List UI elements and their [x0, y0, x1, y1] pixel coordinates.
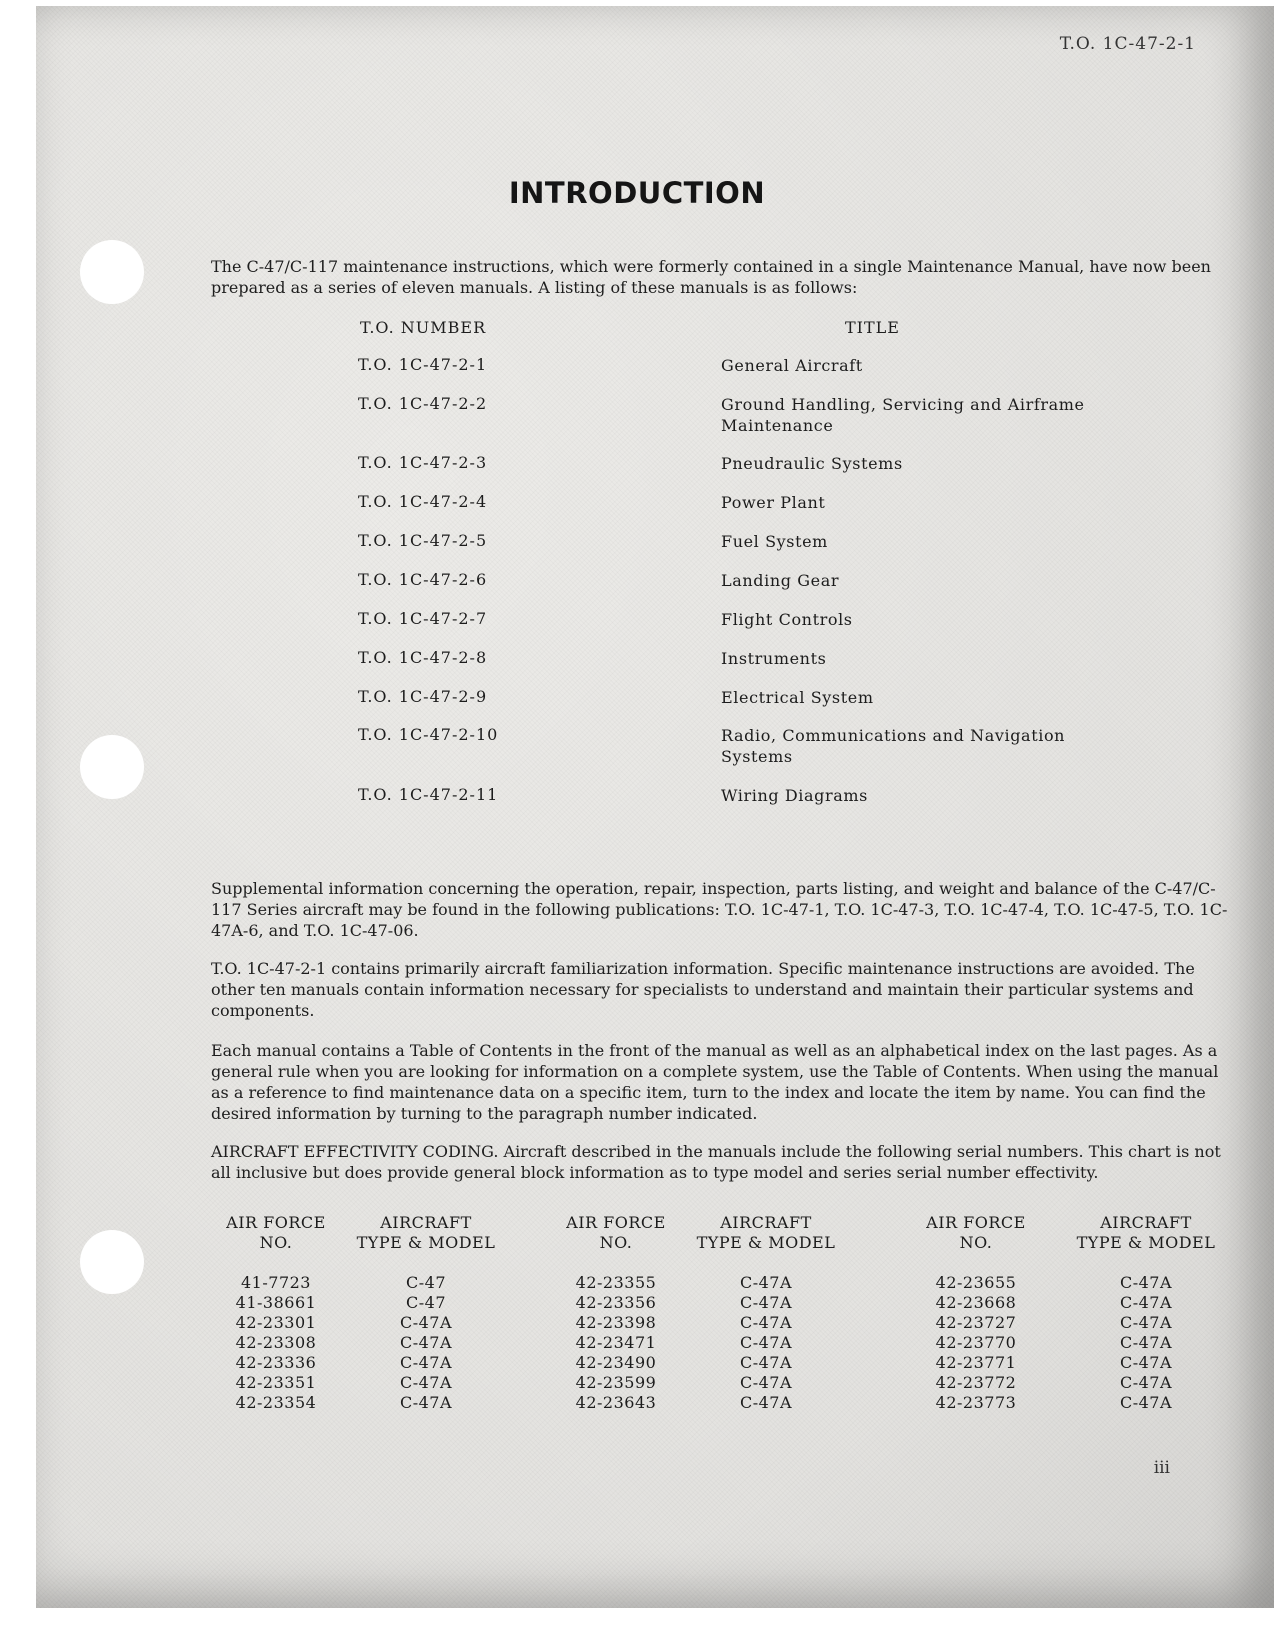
manual-row — [0, 492, 1274, 532]
manual-title: Power Plant — [721, 493, 826, 512]
type-model: C-47A — [739, 1393, 793, 1412]
manual-title: Radio, Communications and Navigation Systems — [721, 726, 1066, 766]
type-model: C-47A — [399, 1353, 453, 1372]
manual-number: T.O. 1C-47-2-10 — [358, 725, 499, 744]
type-model: C-47A — [399, 1313, 453, 1332]
manual-title: Wiring Diagrams — [721, 786, 868, 805]
type-model-column — [1071, 1213, 1221, 1413]
manual-title: Instruments — [721, 649, 827, 668]
type-model: C-47A — [1119, 1313, 1173, 1332]
familiarization-paragraph: T.O. 1C-47-2-1 contains primarily aircraft familiarization information. Specific maintenance instructions are avoided. The other ten manuals contain information necessary for specialists to understand and maintain their particular systems and components. — [211, 959, 1195, 1020]
af-number: 42-23727 — [935, 1313, 1017, 1332]
af-number: 42-23308 — [235, 1333, 317, 1352]
manual-number: T.O. 1C-47-2-4 — [358, 492, 488, 511]
manual-row — [0, 531, 1274, 571]
af-number-column — [541, 1213, 691, 1413]
type-model: C-47A — [739, 1273, 793, 1292]
manual-row — [0, 725, 1274, 765]
column-header: AIR FORCE NO. — [926, 1213, 1026, 1252]
type-model: C-47A — [739, 1333, 793, 1352]
to-number-header: T.O. 1C-47-2-1 — [1059, 34, 1196, 54]
column-header: AIRCRAFT TYPE & MODEL — [1076, 1213, 1216, 1252]
type-model: C-47A — [1119, 1353, 1173, 1372]
af-number: 42-23772 — [935, 1373, 1017, 1392]
title-column-header: TITLE — [845, 318, 900, 337]
af-number: 41-7723 — [241, 1273, 311, 1292]
manual-row — [0, 355, 1274, 395]
manual-number: T.O. 1C-47-2-6 — [358, 570, 488, 589]
type-model: C-47A — [1119, 1393, 1173, 1412]
to-number-column-header: T.O. NUMBER — [360, 318, 487, 337]
binder-hole-bottom — [80, 1230, 144, 1294]
type-model: C-47A — [739, 1373, 793, 1392]
manual-number: T.O. 1C-47-2-7 — [358, 609, 488, 628]
manual-title: Ground Handling, Servicing and Airframe Maintenance — [721, 395, 1085, 435]
type-model: C-47A — [399, 1373, 453, 1392]
column-header: AIRCRAFT TYPE & MODEL — [356, 1213, 496, 1252]
type-model: C-47A — [739, 1353, 793, 1372]
manual-row — [0, 609, 1274, 649]
af-number: 42-23351 — [235, 1373, 317, 1392]
manual-number: T.O. 1C-47-2-3 — [358, 453, 488, 472]
af-number: 42-23356 — [575, 1293, 657, 1312]
af-number: 42-23301 — [235, 1313, 317, 1332]
manual-row — [0, 570, 1274, 610]
manual-number: T.O. 1C-47-2-8 — [358, 648, 488, 667]
type-model: C-47A — [1119, 1293, 1173, 1312]
manual-row — [0, 648, 1274, 688]
type-model-column — [351, 1213, 501, 1413]
type-model: C-47A — [1119, 1333, 1173, 1352]
manual-title: Pneudraulic Systems — [721, 454, 903, 473]
manual-title: Electrical System — [721, 688, 874, 707]
manual-row — [0, 453, 1274, 493]
manual-row — [0, 785, 1274, 825]
manual-title: Flight Controls — [721, 610, 853, 629]
manual-number: T.O. 1C-47-2-2 — [358, 394, 488, 413]
binder-hole-top — [80, 240, 144, 304]
af-number: 42-23336 — [235, 1353, 317, 1372]
column-header: AIR FORCE NO. — [566, 1213, 666, 1252]
manual-number: T.O. 1C-47-2-1 — [358, 355, 488, 374]
manual-title: General Aircraft — [721, 356, 863, 375]
af-number: 42-23490 — [575, 1353, 657, 1372]
type-model: C-47A — [399, 1393, 453, 1412]
manual-number: T.O. 1C-47-2-5 — [358, 531, 488, 550]
manual-row — [0, 687, 1274, 727]
manual-title: Landing Gear — [721, 571, 840, 590]
af-number-column — [901, 1213, 1051, 1413]
type-model: C-47A — [739, 1293, 793, 1312]
type-model: C-47A — [1119, 1373, 1173, 1392]
type-model: C-47A — [1119, 1273, 1173, 1292]
type-model: C-47A — [399, 1333, 453, 1352]
page-number: iii — [1153, 1458, 1170, 1478]
effectivity-table — [211, 1213, 1231, 1413]
af-number: 42-23355 — [575, 1273, 657, 1292]
af-number: 42-23771 — [935, 1353, 1017, 1372]
af-number: 42-23668 — [935, 1293, 1017, 1312]
af-number: 42-23770 — [935, 1333, 1017, 1352]
af-number: 42-23398 — [575, 1313, 657, 1332]
af-number: 42-23354 — [235, 1393, 317, 1412]
type-model: C-47 — [405, 1273, 446, 1292]
column-header: AIR FORCE NO. — [226, 1213, 326, 1252]
manual-number: T.O. 1C-47-2-9 — [358, 687, 488, 706]
af-number: 42-23655 — [935, 1273, 1017, 1292]
af-number: 42-23773 — [935, 1393, 1017, 1412]
contents-paragraph: Each manual contains a Table of Contents in the front of the manual as well as an alphabetical index on the last pages. As a general rule when you are looking for information on a complete system, use the Table of Contents. When using the manual as a reference to find maintenance data on a specific item, turn to the index and locate the item by name. You can find the desired information by turning to the paragraph number indicated. — [211, 1041, 1219, 1123]
type-model: C-47A — [739, 1313, 793, 1332]
type-model: C-47 — [405, 1293, 446, 1312]
af-number: 42-23471 — [575, 1333, 657, 1352]
supplemental-paragraph: Supplemental information concerning the operation, repair, inspection, parts listing, and weight and balance of the C-47/C-117 Series aircraft may be found in the following publications: T.O. 1C-47-1, T.O. 1C-47-3, T.O. 1C-47-4, T.O. 1C-47-5, T.O. 1C-47A-6, and T.O. 1C-47-06. — [211, 879, 1228, 940]
af-number: 42-23643 — [575, 1393, 657, 1412]
effectivity-paragraph: AIRCRAFT EFFECTIVITY CODING. Aircraft described in the manuals include the following serial numbers. This chart is not all inclusive but does provide general block information as to type model and series serial number effectivity. — [211, 1142, 1221, 1182]
manual-row — [0, 394, 1274, 434]
intro-paragraph: The C-47/C-117 maintenance instructions, which were formerly contained in a single Maintenance Manual, have now been prepared as a series of eleven manuals. A listing of these manuals is as follows: — [211, 257, 1211, 297]
manual-number: T.O. 1C-47-2-11 — [358, 785, 499, 804]
page-title: INTRODUCTION — [508, 176, 766, 210]
af-number-column — [201, 1213, 351, 1413]
column-header: AIRCRAFT TYPE & MODEL — [696, 1213, 836, 1252]
af-number: 41-38661 — [235, 1293, 317, 1312]
type-model-column — [691, 1213, 841, 1413]
manual-title: Fuel System — [721, 532, 828, 551]
af-number: 42-23599 — [575, 1373, 657, 1392]
